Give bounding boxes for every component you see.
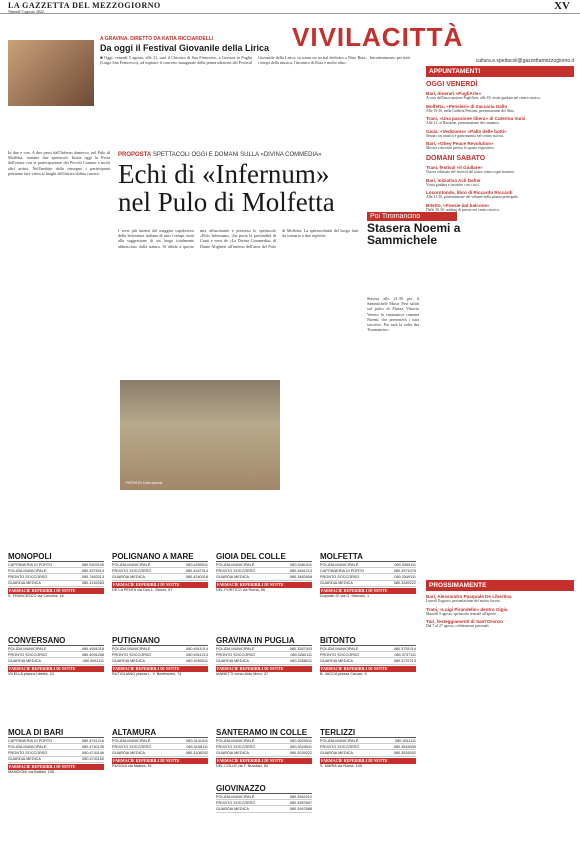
service-label: PRONTO SOCCORSO (112, 744, 152, 749)
service-label: PRONTO SOCCORSO (8, 574, 48, 579)
service-phone: 080.4149283 (81, 581, 104, 586)
night-pharmacy: IANNETTI corso Aldo Moro, 37 (216, 671, 269, 676)
service-label: POLIZIA MUNICIPALE (112, 738, 151, 743)
service-label: GUARDIA MEDICA (216, 574, 249, 579)
tomorrow-item: Bari, iniziativa Acli Dafne Visita guidata e incontro con i soci. (426, 177, 481, 187)
appointments-column (426, 58, 574, 212)
night-pharmacy-band: FARMACIE REPERIBILI DI NOTTE (112, 666, 208, 672)
pharmacy-block (216, 552, 312, 592)
today-item: Bari, «Obey Peace Revolution» Mostra e incontri presso lo spazio espositivo. (426, 141, 495, 151)
pharmacy-row (320, 581, 416, 587)
pharmacy-block (112, 552, 208, 592)
service-label: POLIZIA MUNICIPALE (216, 794, 255, 799)
service-phone: 080.3737213 (393, 658, 416, 663)
pathos-caption: PATHOS Una scena (126, 480, 163, 485)
night-pharmacy-band: FARMACIE REPERIBILI DI NOTTE (216, 758, 312, 764)
service-label: PRONTO SOCCORSO (320, 652, 360, 657)
side-article-text: Stasera alle 21.30 per il Sammichele Music Fest salirà sul palco di Piazza Vittorio Veneto la cantautrice romana Noemi, che presenterà i suoi successi. Poi sarà la volta dei Tiromancino. (367, 296, 419, 333)
service-label: PRONTO SOCCORSO (112, 652, 152, 657)
main-kicker-red: PROPOSTA (118, 152, 152, 158)
service-phone: 080.3349222 (393, 581, 416, 586)
service-label: PRONTO SOCCORSO (216, 800, 256, 805)
pharmacy-block (8, 552, 104, 598)
service-label: PRONTO SOCCORSO (320, 574, 360, 579)
pharmacy-block (320, 728, 416, 768)
service-phone: 080.3029011 (290, 744, 312, 749)
service-label: PRONTO SOCCORSO (8, 652, 48, 657)
service-label: PRONTO SOCCORSO (112, 568, 152, 573)
today-item: Bari, itinerari «PugliArte» A cura dell'associazione PugliArte, alle 18, visita guidata nel centro storico. (426, 91, 541, 100)
service-phone: 080.3516000 (393, 744, 416, 749)
service-label: POLIZIA MUNICIPALE (320, 646, 359, 651)
pharmacy-row (320, 658, 416, 664)
top-article-text: ■ Oggi, venerdì 5 agosto, alle 21, sarà il Chiostro di San Francesco, a Gravina in Puglia (Largo San Francesco), ad ospitare il concerto inaugurale della prima edizione del Festival Giovanile della Lirica: in scena un recital dedicato a Nino Rota... Intrattenimento per tutti i tempi della musica, l'incontro di Rota e molto altro. (100, 55, 410, 66)
night-pharmacy-band: FARMACIE REPERIBILI DI NOTTE (8, 764, 104, 770)
next-events-column (426, 580, 574, 629)
side-article-title: Stasera Noemi a Sammichele (367, 221, 461, 247)
night-pharmacy: DEL COLLE via T. Nuvolari, 53 (216, 763, 268, 768)
newspaper-title: LA GAZZETTA DEL MEZZOGIORNO (8, 1, 161, 10)
service-label: GUARDIA MEDICA (8, 757, 41, 762)
top-article-title: Da oggi il Festival Giovanile della Lirica (100, 43, 270, 53)
side-article-kicker: Poi Tiromancino (367, 212, 457, 221)
pharmacy-city: BITONTO (320, 636, 416, 646)
service-phone: 080.3108202 (185, 750, 208, 755)
pharmacy-city: MOLA DI BARI (8, 728, 104, 738)
pharmacy-block (320, 552, 416, 598)
pharmacy-block (216, 636, 312, 676)
today-header: OGGI VENERDÌ (426, 81, 478, 88)
section-title: VIVILACITTÀ (292, 22, 464, 52)
night-pharmacy-band: FARMACIE REPERIBILI DI NOTTE (320, 758, 416, 764)
pharmacy-block (216, 784, 312, 813)
today-item: Molfetta, «Pensieri» di Zaccaria Gallo Alle 19.30, nella Galleria Petrioni, presentazione del libro. (426, 103, 515, 113)
pharmacy-row (216, 750, 312, 756)
pharmacy-city: GRAVINA IN PUGLIA (216, 636, 312, 646)
service-phone: 080.3108111 (186, 744, 208, 749)
pharmacy-row (320, 750, 416, 756)
service-label: POLIZIA MUNICIPALE (8, 744, 47, 749)
night-pharmacy: DEL PORTICO via Roma, 56 (216, 587, 265, 592)
pharmacy-block (216, 728, 312, 768)
service-phone: 080.3357807 (289, 800, 312, 805)
service-phone: 080.3268011 (290, 658, 312, 663)
service-label: GUARDIA MEDICA (216, 658, 249, 663)
service-phone: 080.4911014 (186, 646, 208, 651)
service-label: CAPITANERIA DI PORTO (8, 562, 53, 567)
main-article-left-text: In due e con. A due passi dall'Inferno dantesco, nel Pulo di Molfetta, tornano due spettacoli. Inizia oggi la Festa dell'estate con la partecipazione dei Piccoli Comuni e molti altri artisti. Nell'ambito della rassegna i partecipanti potranno fare visita ai luoghi dell'antica dolina carsica. (8, 150, 110, 176)
service-phone: 080.4951018 (81, 646, 104, 651)
service-label: GUARDIA MEDICA (320, 658, 353, 663)
main-article-kicker (118, 152, 322, 158)
night-pharmacy: S. MARIA via Roma, 140 (320, 763, 362, 768)
service-label: POLIZIA MUNICIPALE (216, 646, 255, 651)
service-label: POLIZIA MUNICIPALE (8, 568, 47, 573)
pharmacy-city: GIOIA DEL COLLE (216, 552, 312, 562)
top-article-photo (8, 40, 94, 106)
service-phone: 080.3516002 (393, 750, 416, 755)
night-pharmacy: RUGGIA via Matera, 51 (112, 763, 152, 768)
pharmacy-block (112, 636, 208, 676)
service-label: PRONTO SOCCORSO (216, 744, 256, 749)
service-phone: 080.3349111 (394, 574, 416, 579)
pharmacy-block (8, 728, 104, 774)
service-phone: 080.4740135 (81, 744, 104, 749)
pharmacy-block (8, 636, 104, 676)
service-phone: 080.3481011 (290, 562, 312, 567)
service-label: POLIZIA MUNICIPALE (216, 562, 255, 567)
service-phone: 080.4247314 (185, 568, 208, 573)
pharmacy-row (216, 658, 312, 664)
pharmacy-city: POLIGNANO A MARE (112, 552, 208, 562)
service-phone: 080.3482608 (289, 574, 312, 579)
night-pharmacy: RUTIGLIANO piazza L. V. Beethoven, 74 (112, 671, 182, 676)
service-phone: 080.3029022 (289, 750, 312, 755)
contact-email[interactable]: cultura.e.spettacoli@gazzettamezzogiorno.it (475, 58, 574, 64)
service-label: PRONTO SOCCORSO (216, 568, 256, 573)
service-phone: 080.3359111 (394, 562, 416, 567)
service-phone: 080.3947888 (289, 806, 312, 811)
tomorrow-item: Trani, festival «Il Giullare» Nuova edizione del festival del teatro contro ogni barriera. (426, 164, 515, 174)
service-phone: 080.4250011 (186, 562, 208, 567)
pharmacy-block (112, 728, 208, 768)
service-phone: 080.4240018 (185, 574, 208, 579)
service-phone: 080.3751014 (393, 646, 416, 651)
service-phone: 080.9303105 (81, 562, 104, 567)
service-phone: 080.7462013 (81, 574, 104, 579)
night-pharmacy-band: FARMACIE REPERIBILI DI NOTTE (216, 582, 312, 588)
night-pharmacy: B. VACCA piazza Cavour, 9 (320, 671, 367, 676)
night-pharmacy-band: FARMACIE REPERIBILI DI NOTTE (112, 758, 208, 764)
top-article-kicker: A GRAVINA. DIRETTO DA KATIA RICCIARDELLI (100, 36, 214, 42)
next-item: Trani, «Luigi Pirandello» dentro Gigia Martedì 9 agosto, spettacolo teatrale all'aperto. (426, 606, 508, 616)
service-label: GUARDIA MEDICA (320, 581, 353, 586)
service-phone: 080.3971076 (393, 568, 416, 573)
service-phone: 080.3737111 (394, 652, 416, 657)
pharmacy-row (112, 658, 208, 664)
service-phone: 080.9373014 (81, 568, 104, 573)
service-label: PRONTO SOCCORSO (320, 744, 360, 749)
service-label: POLIZIA MUNICIPALE (320, 738, 359, 743)
night-pharmacy-band: FARMACIE REPERIBILI DI NOTTE (112, 582, 208, 588)
main-kicker-text: SPETTACOLI OGGI E DOMANI SULLA «DIVINA COMMEDIA» (152, 152, 322, 158)
pharmacy-row (8, 581, 104, 587)
night-pharmacy: VILELLA piazza Libertà, 24 (8, 671, 54, 676)
service-label: POLIZIA MUNICIPALE (216, 738, 255, 743)
service-phone: 080.3481214 (289, 568, 312, 573)
pharmacy-city: PUTIGNANO (112, 636, 208, 646)
service-phone: 080.4741216 (81, 738, 104, 743)
pharmacy-row (8, 658, 104, 664)
night-pharmacy-band: FARMACIE REPERIBILI DI NOTTE (8, 588, 104, 594)
pharmacy-block (320, 636, 416, 676)
service-label: GUARDIA MEDICA (112, 750, 145, 755)
pharmacy-row (216, 806, 312, 812)
service-label: GUARDIA MEDICA (320, 750, 353, 755)
service-phone: 080.3029511 (290, 738, 312, 743)
night-pharmacy: S. FRANCESCO via Conchia, 16 (8, 593, 64, 598)
service-label: PRONTO SOCCORSO (8, 750, 48, 755)
night-pharmacy-band: FARMACIE REPERIBILI DI NOTTE (320, 588, 416, 594)
service-phone: 080.3141011 (186, 738, 208, 743)
service-label: POLIZIA MUNICIPALE (112, 646, 151, 651)
main-article-left-col (8, 150, 110, 550)
night-pharmacy-band: FARMACIE REPERIBILI DI NOTTE (320, 666, 416, 672)
night-pharmacy: Doposte 22 via G. Marconi, 1 (320, 593, 370, 598)
pharmacy-row (112, 574, 208, 580)
service-label: GUARDIA MEDICA (216, 750, 249, 755)
night-pharmacy-band: FARMACIE REPERIBILI DI NOTTE (8, 666, 104, 672)
tomorrow-item: Locorotondo, libro di Riccardo Riccardi Alle 21.30, presentazione del volume nella piazza principale. (426, 190, 519, 200)
service-phone: 080.4911213 (186, 652, 208, 657)
service-label: GUARDIA MEDICA (8, 581, 41, 586)
service-label: GUARDIA MEDICA (216, 806, 249, 811)
tomorrow-item: Bitetto, «Poesie dal balcone» Dalle 20.30, reading di poesie nel centro storico. (426, 202, 500, 212)
service-phone: 080.4741160 (82, 757, 104, 762)
appointments-header: APPUNTAMENTI (426, 66, 574, 77)
pharmacy-city: MOLFETTA (320, 552, 416, 562)
service-phone: 080.3942012 (289, 794, 312, 799)
next-item: Turi, festeggiamenti di Sant'Oronzo Dal 7 al 27 agosto, celebrazioni patronali. (426, 619, 504, 629)
service-label: GUARDIA MEDICA (8, 658, 41, 663)
pathos-photo (120, 380, 280, 490)
pharmacy-row (216, 574, 312, 580)
service-label: CAPITANERIA DI PORTO (320, 568, 365, 573)
pharmacy-row (112, 750, 208, 756)
service-label: POLIZIA MUNICIPALE (8, 646, 47, 651)
pharmacy-city: SANTERAMO IN COLLE (216, 728, 312, 738)
pharmacy-city: MONOPOLI (8, 552, 104, 562)
service-phone: 080.3260111 (290, 652, 312, 657)
service-label: GUARDIA MEDICA (112, 574, 145, 579)
pharmacy-row (8, 757, 104, 763)
service-phone: 080.4741146 (82, 750, 104, 755)
night-pharmacy-band: FARMACIE REPERIBILI DI NOTTE (216, 666, 312, 672)
pharmacy-city: GIOVINAZZO (216, 784, 312, 794)
page-number: XV (554, 0, 570, 12)
pharmacy-city: ALTAMURA (112, 728, 208, 738)
issue-date: Venerdì 5 agosto 2022 (8, 9, 44, 14)
service-phone: 080.4091268 (81, 652, 104, 657)
service-phone: 080.3511111 (394, 738, 416, 743)
service-phone: 080.4091111 (82, 658, 104, 663)
service-label: CAPITANERIA DI PORTO (8, 738, 53, 743)
masthead (0, 0, 580, 14)
today-item: Trani, «Una passione libera» di Caterina Vurzi Alle 21, al Bastione, presentazione del romanzo. (426, 116, 526, 126)
pharmacy-city: CONVERSANO (8, 636, 104, 646)
night-pharmacy: DE LA PENTA via Don L. Sturzo, 87 (112, 587, 173, 592)
next-header: PROSSIMAMENTE (426, 580, 574, 591)
service-label: PRONTO SOCCORSO (216, 652, 256, 657)
tomorrow-header: DOMANI SABATO (426, 154, 486, 162)
next-item: Bari, Alessandro Pasquale De Libertina Lunedì 8 agosto, presentazione del nuovo lavoro. (426, 594, 512, 603)
main-article-mid-text: I versi più intensi del maggior capolavoro della letteratura italiana di tutti i tempi, uniti alla suggestione di un luogo totalmente abbracciato dalla natura. Si affida a questo mix affascinante e prezioso lo spettacolo «Pulo Infernum», che porta la profondità di Canti e versi de «La Divina Commedia» di Dante Alighieri all'interno dell'area del Pulo di Molfetta. La spettacolarità del luogo farà da scenario a due repliche. (118, 228, 358, 249)
night-pharmacy: MANGIONI via Battisti, 155 (8, 769, 54, 774)
service-label: POLIZIA MUNICIPALE (112, 562, 151, 567)
service-phone: 080.4050011 (186, 658, 208, 663)
today-item: Gioia, «Vedizione» «Pallo delle botti» Serata con musica e gastronomia nel centro storico. (426, 128, 507, 138)
top-article (100, 36, 410, 125)
pharmacy-city: TERLIZZI (320, 728, 416, 738)
service-label: POLIZIA MUNICIPALE (320, 562, 359, 567)
service-label: GUARDIA MEDICA (112, 658, 145, 663)
main-article-title: Echi di «Infernum» nel Pulo di Molfetta (118, 159, 335, 217)
service-phone: 080.3267403 (289, 646, 312, 651)
